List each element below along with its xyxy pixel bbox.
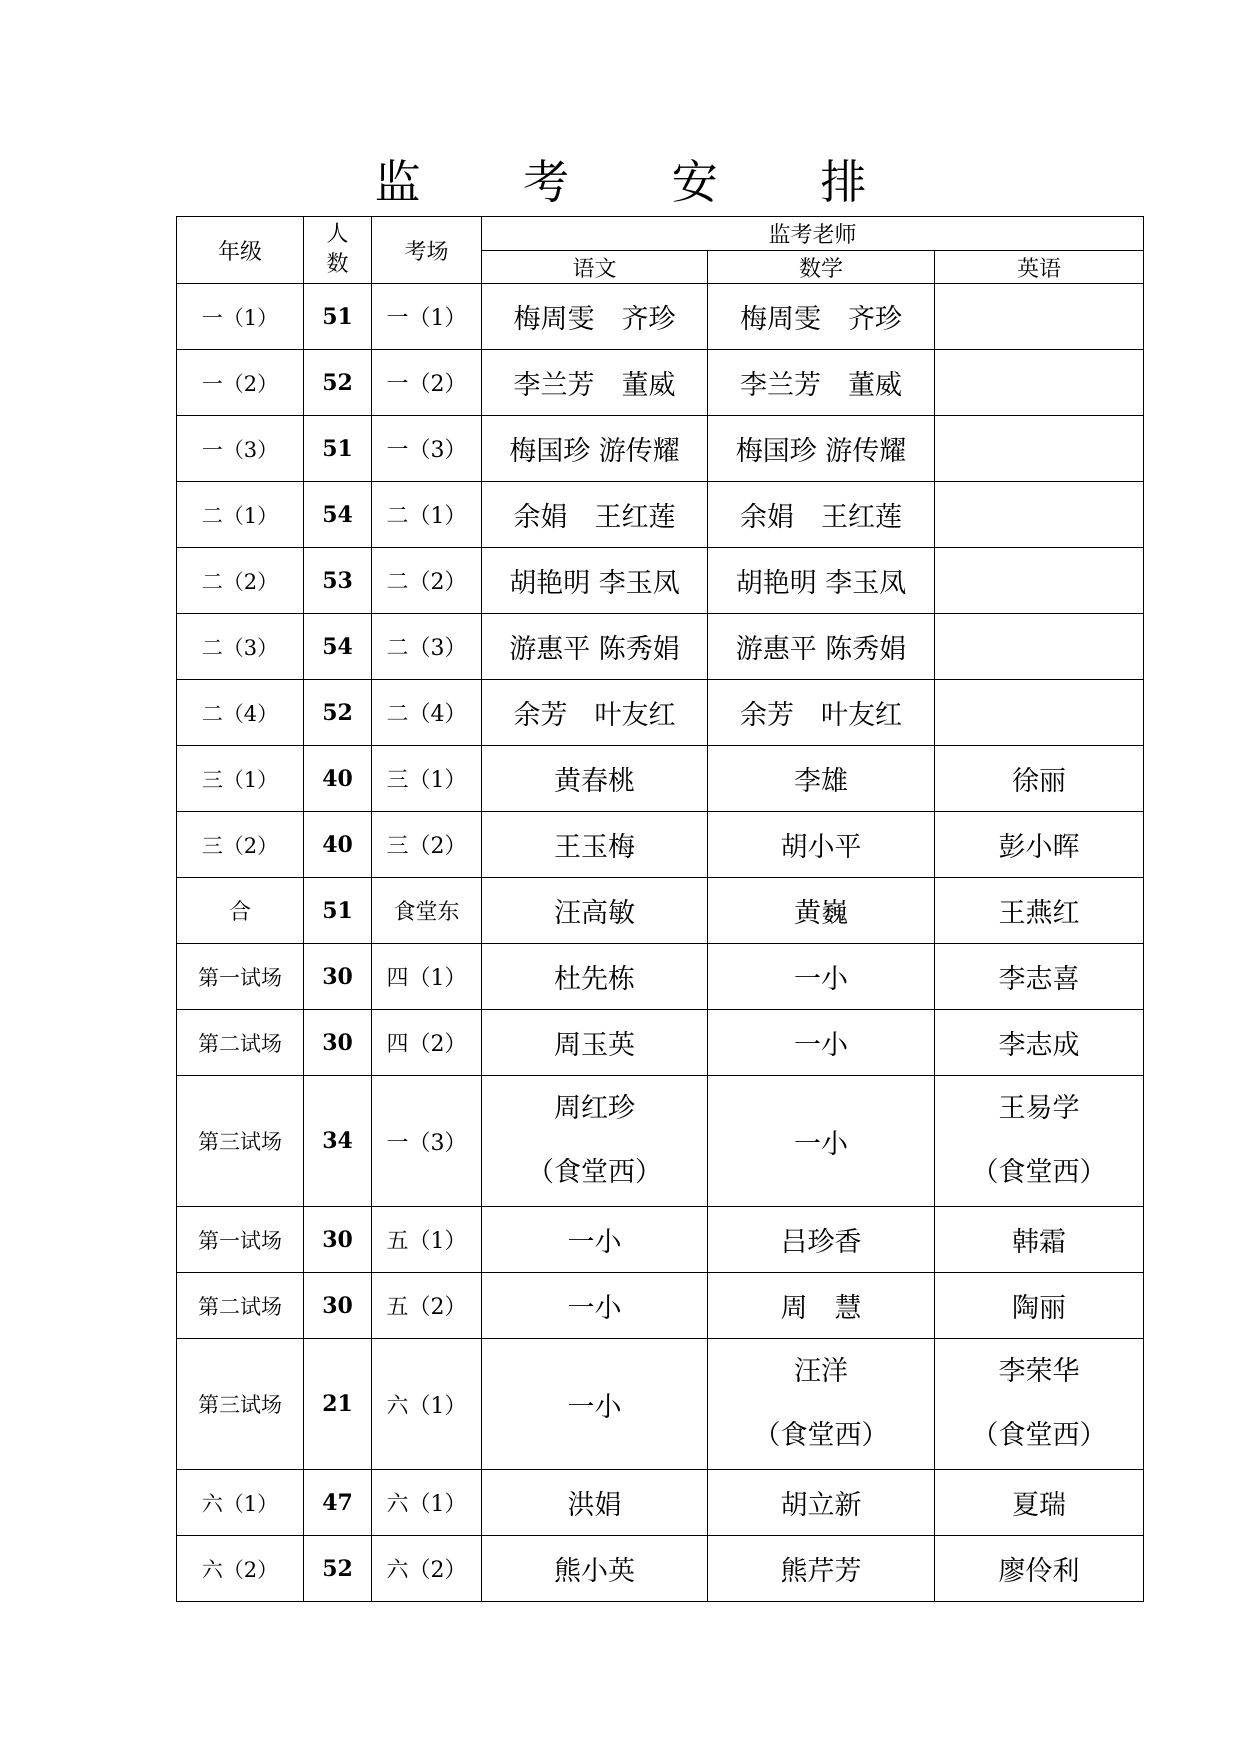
- count-cell: 51: [304, 878, 372, 944]
- english-proctor-cell-name: 李荣华: [998, 1356, 1080, 1387]
- chinese-proctor-cell: 余芳 叶友红: [482, 680, 708, 746]
- room-cell: 六（2）: [372, 1536, 482, 1602]
- grade-cell: 第二试场: [177, 1273, 304, 1339]
- grade-cell: 三（1）: [177, 746, 304, 812]
- room-cell: 四（1）: [372, 944, 482, 1010]
- header-proctors: 监考老师: [482, 217, 1144, 251]
- grade-cell: 六（2）: [177, 1536, 304, 1602]
- english-proctor-cell-note: （食堂西）: [971, 1420, 1107, 1451]
- chinese-proctor-cell: 王玉梅: [482, 812, 708, 878]
- grade-cell: 第三试场: [177, 1339, 304, 1470]
- english-proctor-cell: 夏瑞: [935, 1470, 1144, 1536]
- english-proctor-cell: 李志喜: [935, 944, 1144, 1010]
- room-cell: 六（1）: [372, 1470, 482, 1536]
- header-count-line1: 人: [326, 222, 349, 247]
- english-proctor-cell: [935, 548, 1144, 614]
- count-cell: 30: [304, 1207, 372, 1273]
- table-row: [177, 284, 1144, 350]
- english-proctor-cell: 李志成: [935, 1010, 1144, 1076]
- header-chinese: 语文: [482, 251, 708, 284]
- room-cell: 一（1）: [372, 284, 482, 350]
- room-cell: 一（2）: [372, 350, 482, 416]
- room-cell: 二（4）: [372, 680, 482, 746]
- count-cell: 51: [304, 284, 372, 350]
- table-row: [177, 350, 1144, 416]
- header-english: 英语: [935, 251, 1144, 284]
- english-proctor-cell: [935, 350, 1144, 416]
- chinese-proctor-cell: 一小: [482, 1273, 708, 1339]
- count-cell: 34: [304, 1076, 372, 1207]
- chinese-proctor-cell-note: （食堂西）: [527, 1157, 662, 1188]
- header-count-line2: 数: [326, 252, 349, 277]
- english-proctor-cell: 韩霜: [935, 1207, 1144, 1273]
- room-cell: 一（3）: [372, 1076, 482, 1207]
- math-proctor-cell: 余娟 王红莲: [708, 482, 935, 548]
- table-row: [177, 1010, 1144, 1076]
- grade-cell: 第二试场: [177, 1010, 304, 1076]
- chinese-proctor-cell: 杜先栋: [482, 944, 708, 1010]
- chinese-proctor-cell: 熊小英: [482, 1536, 708, 1602]
- table-row: [177, 1339, 1144, 1470]
- grade-cell: 第三试场: [177, 1076, 304, 1207]
- english-proctor-cell: 廖伶利: [935, 1536, 1144, 1602]
- chinese-proctor-cell: 余娟 王红莲: [482, 482, 708, 548]
- grade-cell: 合: [177, 878, 304, 944]
- chinese-proctor-cell: 李兰芳 董威: [482, 350, 708, 416]
- table-row: [177, 416, 1144, 482]
- math-proctor-cell-name: 汪洋: [794, 1356, 848, 1387]
- math-proctor-cell: 胡立新: [708, 1470, 935, 1536]
- math-proctor-cell: 梅国珍 游传耀: [708, 416, 935, 482]
- grade-cell: 第一试场: [177, 1207, 304, 1273]
- grade-cell: 二（2）: [177, 548, 304, 614]
- math-proctor-cell: [708, 1339, 935, 1470]
- room-cell: 食堂东: [372, 878, 482, 944]
- math-proctor-cell-note: （食堂西）: [753, 1420, 889, 1451]
- english-proctor-cell: 彭小晖: [935, 812, 1144, 878]
- count-cell: 51: [304, 416, 372, 482]
- english-proctor-cell: 陶丽: [935, 1273, 1144, 1339]
- grade-cell: 二（4）: [177, 680, 304, 746]
- count-cell: 40: [304, 812, 372, 878]
- english-proctor-cell: [935, 1339, 1144, 1470]
- chinese-proctor-cell: 胡艳明 李玉凤: [482, 548, 708, 614]
- math-proctor-cell: 吕珍香: [708, 1207, 935, 1273]
- table-row: [177, 548, 1144, 614]
- header-math: 数学: [708, 251, 935, 284]
- english-proctor-cell: [935, 482, 1144, 548]
- chinese-proctor-cell: 周玉英: [482, 1010, 708, 1076]
- math-proctor-cell: 胡艳明 李玉凤: [708, 548, 935, 614]
- english-proctor-cell-note: （食堂西）: [971, 1157, 1107, 1188]
- room-cell: 三（1）: [372, 746, 482, 812]
- chinese-proctor-cell-name: 周红珍: [554, 1093, 635, 1124]
- english-proctor-cell: 徐丽: [935, 746, 1144, 812]
- math-proctor-cell: 游惠平 陈秀娟: [708, 614, 935, 680]
- chinese-proctor-cell: 洪娟: [482, 1470, 708, 1536]
- room-cell: 六（1）: [372, 1339, 482, 1470]
- chinese-proctor-cell: 一小: [482, 1207, 708, 1273]
- header-row: [177, 217, 1144, 251]
- table-row: [177, 1207, 1144, 1273]
- english-proctor-cell: 王燕红: [935, 878, 1144, 944]
- room-cell: 四（2）: [372, 1010, 482, 1076]
- chinese-proctor-cell: 梅周雯 齐珍: [482, 284, 708, 350]
- table-row: [177, 1536, 1144, 1602]
- table-row: [177, 812, 1144, 878]
- count-cell: 30: [304, 944, 372, 1010]
- chinese-proctor-cell: 汪高敏: [482, 878, 708, 944]
- grade-cell: 一（2）: [177, 350, 304, 416]
- header-count: [304, 217, 372, 284]
- math-proctor-cell: 余芳 叶友红: [708, 680, 935, 746]
- math-proctor-cell: 梅周雯 齐珍: [708, 284, 935, 350]
- chinese-proctor-cell: 黄春桃: [482, 746, 708, 812]
- table-row: [177, 1470, 1144, 1536]
- count-cell: 54: [304, 482, 372, 548]
- chinese-proctor-cell: 梅国珍 游传耀: [482, 416, 708, 482]
- count-cell: 47: [304, 1470, 372, 1536]
- room-cell: 五（2）: [372, 1273, 482, 1339]
- english-proctor-cell: [935, 284, 1144, 350]
- table-row: [177, 878, 1144, 944]
- count-cell: 30: [304, 1273, 372, 1339]
- math-proctor-cell: 一小: [708, 1010, 935, 1076]
- table-row: [177, 1273, 1144, 1339]
- table-row: [177, 614, 1144, 680]
- count-cell: 53: [304, 548, 372, 614]
- chinese-proctor-cell: 游惠平 陈秀娟: [482, 614, 708, 680]
- count-cell: 40: [304, 746, 372, 812]
- room-cell: 二（1）: [372, 482, 482, 548]
- math-proctor-cell: 胡小平: [708, 812, 935, 878]
- room-cell: 三（2）: [372, 812, 482, 878]
- chinese-proctor-cell: 一小: [482, 1339, 708, 1470]
- count-cell: 30: [304, 1010, 372, 1076]
- math-proctor-cell: 一小: [708, 1076, 935, 1207]
- room-cell: 二（2）: [372, 548, 482, 614]
- math-proctor-cell: 周 慧: [708, 1273, 935, 1339]
- english-proctor-cell: [935, 680, 1144, 746]
- grade-cell: 一（3）: [177, 416, 304, 482]
- grade-cell: 二（3）: [177, 614, 304, 680]
- count-cell: 52: [304, 680, 372, 746]
- room-cell: 五（1）: [372, 1207, 482, 1273]
- count-cell: 52: [304, 350, 372, 416]
- math-proctor-cell: 李兰芳 董威: [708, 350, 935, 416]
- header-room: 考场: [372, 217, 482, 284]
- header-grade: 年级: [177, 217, 304, 284]
- room-cell: 一（3）: [372, 416, 482, 482]
- table-row: [177, 746, 1144, 812]
- chinese-proctor-cell: [482, 1076, 708, 1207]
- grade-cell: 一（1）: [177, 284, 304, 350]
- grade-cell: 第一试场: [177, 944, 304, 1010]
- count-cell: 21: [304, 1339, 372, 1470]
- table-row: [177, 1076, 1144, 1207]
- page-title: 监 考 安 排: [374, 155, 911, 209]
- proctor-schedule-table: [176, 216, 1144, 1602]
- table-row: [177, 482, 1144, 548]
- english-proctor-cell-name: 王易学: [998, 1093, 1080, 1124]
- english-proctor-cell: [935, 1076, 1144, 1207]
- grade-cell: 六（1）: [177, 1470, 304, 1536]
- grade-cell: 二（1）: [177, 482, 304, 548]
- count-cell: 54: [304, 614, 372, 680]
- english-proctor-cell: [935, 416, 1144, 482]
- english-proctor-cell: [935, 614, 1144, 680]
- grade-cell: 三（2）: [177, 812, 304, 878]
- math-proctor-cell: 熊芹芳: [708, 1536, 935, 1602]
- table-row: [177, 680, 1144, 746]
- math-proctor-cell: 黄巍: [708, 878, 935, 944]
- table-row: [177, 944, 1144, 1010]
- math-proctor-cell: 一小: [708, 944, 935, 1010]
- math-proctor-cell: 李雄: [708, 746, 935, 812]
- count-cell: 52: [304, 1536, 372, 1602]
- room-cell: 二（3）: [372, 614, 482, 680]
